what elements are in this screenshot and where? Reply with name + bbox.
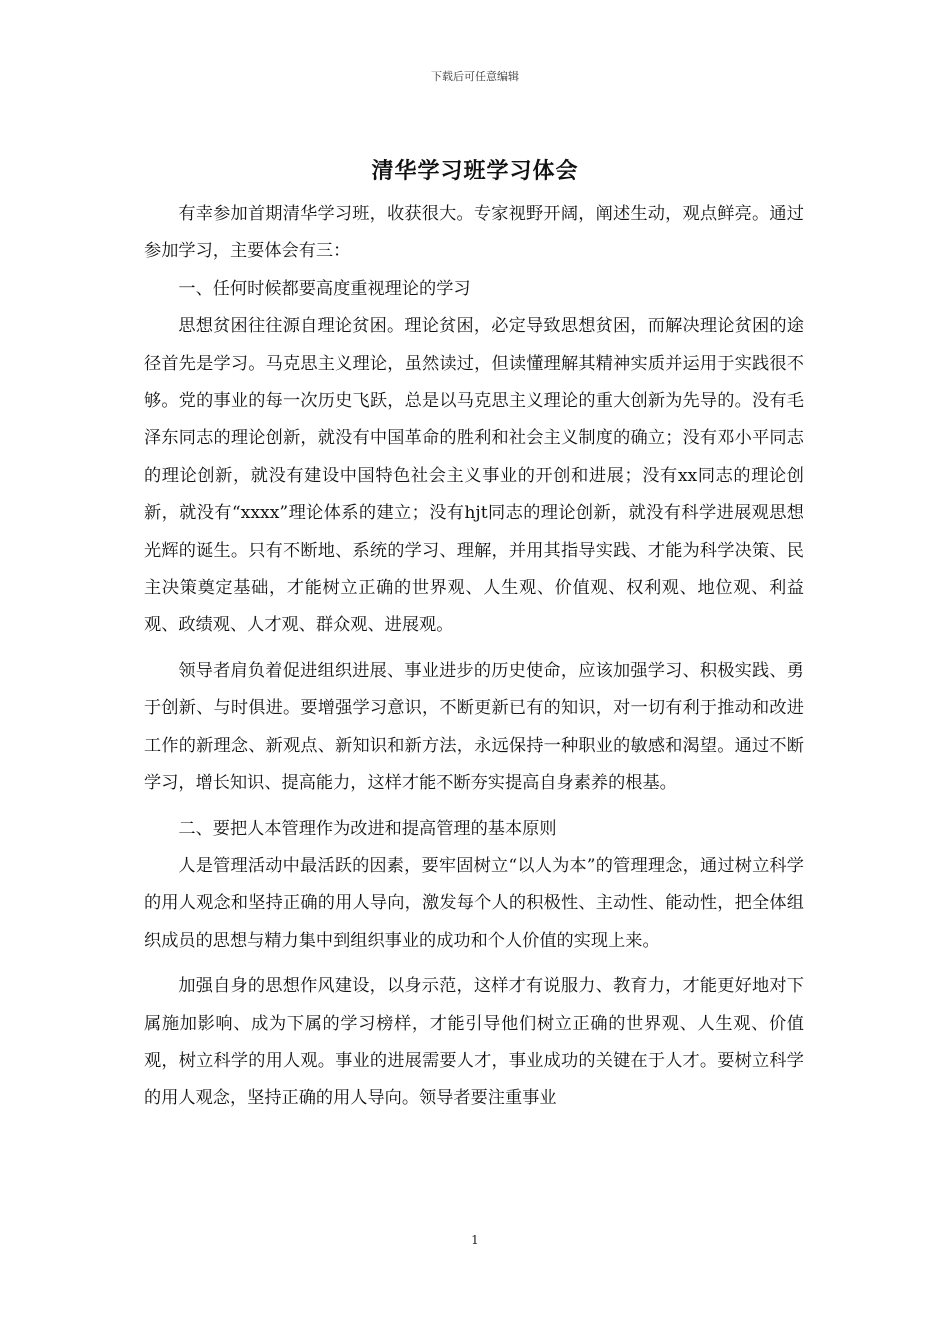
document-title: 清华学习班学习体会 xyxy=(371,158,579,184)
body-paragraph: 加强自身的思想作风建设，以身示范，这样才有说服力、教育力，才能更好地对下属施加影响、成为下属的学习榜样，才能引导他们树立正确的世界观、人生观、价值观，树立科学的用人观。事业的进展需要人才，事业成功的关键在于人才。要树立科学的用人观念，坚持正确的用人导向。领导者要注重事业 xyxy=(144,976,804,1109)
page-number: 1 xyxy=(471,1233,479,1247)
body-paragraph: 领导者肩负着促进组织进展、事业进步的历史使命，应该加强学习、积极实践、勇于创新、与时俱进。要增强学习意识，不断更新已有的知识，对一切有利于推动和改进工作的新理念、新观点、新知识和新方法，永远保持一种职业的敏感和渴望。通过不断学习，增长知识、提高能力，这样才能不断夯实提高自身素养的根基。 xyxy=(144,660,804,794)
intro-paragraph: 有幸参加首期清华学习班，收获很大。专家视野开阔，阐述生动，观点鲜亮。通过参加学习，主要体会有三： xyxy=(144,204,804,262)
section-heading-1: 一、任何时候都要高度重视理论的学习 xyxy=(178,278,471,299)
section-heading-2: 二、要把人本管理作为改进和提高管理的基本原则 xyxy=(178,818,557,839)
body-paragraph: 人是管理活动中最活跃的因素，要牢固树立“以人为本”的管理理念，通过树立科学的用人观念和坚持正确的用人导向，激发每个人的积极性、主动性、能动性，把全体组织成员的思想与精力集中到组织事业的成功和个人价值的实现上来。 xyxy=(144,855,804,951)
body-paragraph: 思想贫困往往源自理论贫困。理论贫困，必定导致思想贫困，而解决理论贫困的途径首先是学习。马克思主义理论，虽然读过，但读懂理解其精神实质并运用于实践很不够。党的事业的每一次历史飞跃，总是以马克思主义理论的重大创新为先导的。没有毛泽东同志的理论创新，就没有中国革命的胜利和社会主义制度的确立；没有邓小平同志的理论创新，就没有建设中国特色社会主义事业的开创和进展；没有xx同志的理论创新，就没有“xxxx”理论体系的建立；没有hjt同志的理论创新，就没有科学进展观思想光辉的诞生。只有不断地、系统的学习、理解，并用其指导实践、才能为科学决策、民主决策奠定基础，才能树立正确的世界观、人生观、价值观、权利观、地位观、利益观、政绩观、人才观、群众观、进展观。 xyxy=(144,316,804,636)
page-header: 下载后可任意编辑 xyxy=(431,70,519,83)
document-body xyxy=(144,196,804,1118)
